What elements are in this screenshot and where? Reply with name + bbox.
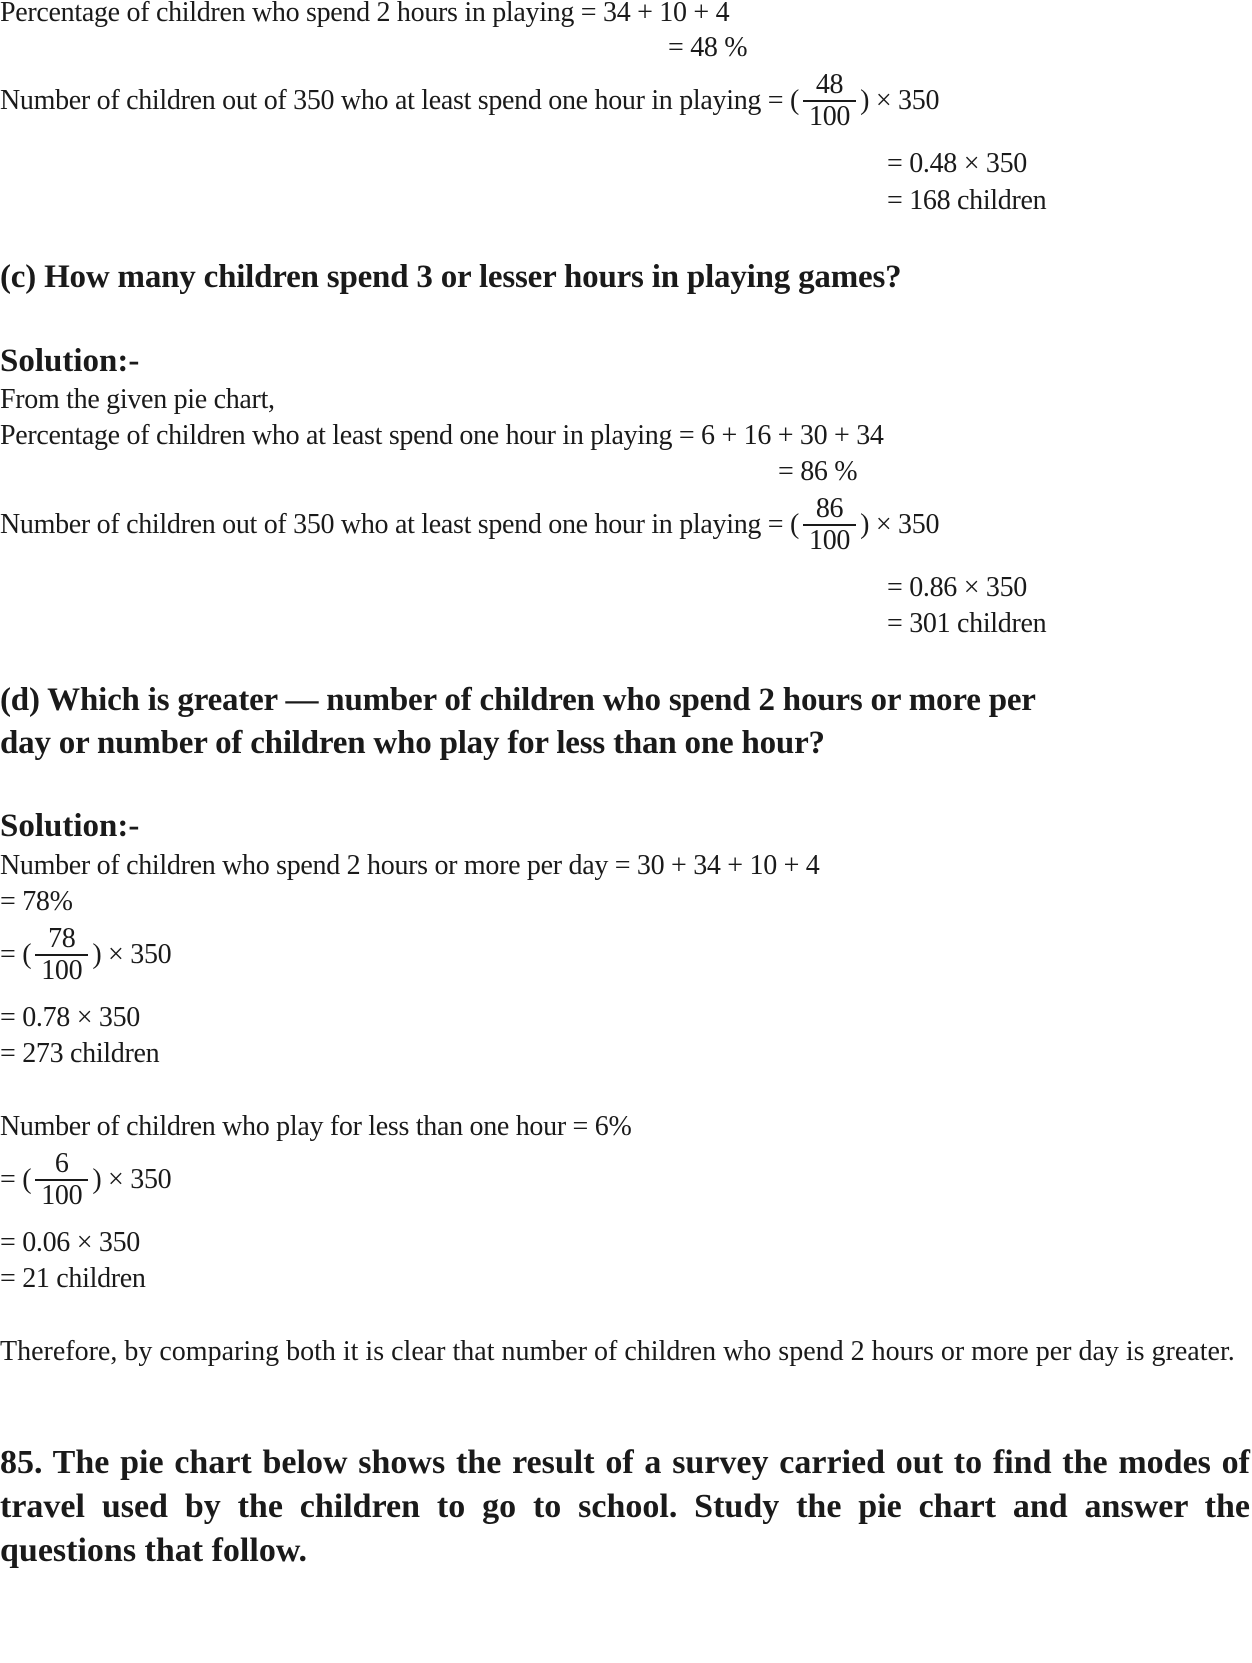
fraction-prefix: Number of children out of 350 who at least spend one hour in playing = ( — [0, 85, 800, 116]
two-hours-sum-line: Number of children who spend 2 hours or more per day = 30 + 34 + 10 + 4 — [0, 850, 820, 881]
two-hours-percent-line: = 78% — [0, 886, 73, 917]
fraction-suffix: ) × 350 — [860, 85, 940, 116]
fraction-denominator: 100 — [803, 100, 856, 132]
multiplication-line: = 0.48 × 350 — [887, 148, 1027, 179]
percentage-line: Percentage of children who at least spend one hour in playing = 6 + 16 + 30 + 34 — [0, 420, 884, 451]
less-than-one-hour-line: Number of children who play for less than one hour = 6% — [0, 1111, 632, 1142]
fraction-equation-b — [0, 70, 939, 132]
question-d-heading-line1: (d) Which is greater — number of children who spend 2 hours or more per — [0, 682, 1036, 718]
fraction-suffix: ) × 350 — [860, 509, 940, 540]
fraction-suffix: ) × 350 — [92, 1164, 172, 1195]
fraction-numerator: 78 — [48, 923, 76, 954]
question-d-heading-line2: day or number of children who play for less than one hour? — [0, 725, 825, 761]
fraction — [35, 1149, 88, 1211]
result-line: = 301 children — [887, 608, 1047, 639]
solution-label: Solution:- — [0, 343, 140, 379]
fraction — [35, 924, 88, 986]
fraction-numerator: 48 — [815, 69, 844, 100]
result-line: = 273 children — [0, 1038, 160, 1069]
fraction-equation-d1 — [0, 924, 171, 986]
result-line: = 21 children — [0, 1263, 146, 1294]
fraction-prefix: = ( — [0, 939, 32, 970]
fraction-equation-c — [0, 494, 939, 556]
percentage-result-line: = 48 % — [668, 32, 748, 63]
percentage-result-line: = 86 % — [778, 456, 858, 487]
fraction-denominator: 100 — [35, 954, 88, 986]
fraction-denominator: 100 — [803, 524, 856, 556]
multiplication-line: = 0.78 × 350 — [0, 1002, 140, 1033]
intro-line: From the given pie chart, — [0, 384, 275, 415]
conclusion-paragraph: Therefore, by comparing both it is clear that number of children who spend 2 hours or more per day is greater. — [0, 1336, 1235, 1367]
solution-label: Solution:- — [0, 808, 140, 844]
fraction-equation-d2 — [0, 1149, 171, 1211]
fraction-denominator: 100 — [35, 1179, 88, 1211]
fraction-prefix: = ( — [0, 1164, 32, 1195]
multiplication-line: = 0.86 × 350 — [887, 572, 1027, 603]
fraction-prefix: Number of children out of 350 who at least spend one hour in playing = ( — [0, 509, 800, 540]
question-85-heading: 85. The pie chart below shows the result of a survey carried out to find the modes of travel used by the children to go to school. Study the pie chart and answer the questions that follow. — [0, 1444, 1250, 1569]
result-line: = 168 children — [887, 185, 1047, 216]
fraction — [803, 494, 856, 556]
percentage-2-hours-line: Percentage of children who spend 2 hours in playing = 34 + 10 + 4 — [0, 0, 730, 28]
question-c-heading: (c) How many children spend 3 or lesser hours in playing games? — [0, 259, 902, 295]
fraction-suffix: ) × 350 — [92, 939, 172, 970]
fraction-numerator: 86 — [815, 493, 844, 524]
fraction-numerator: 6 — [54, 1148, 69, 1179]
multiplication-line: = 0.06 × 350 — [0, 1227, 140, 1258]
fraction — [803, 70, 856, 132]
